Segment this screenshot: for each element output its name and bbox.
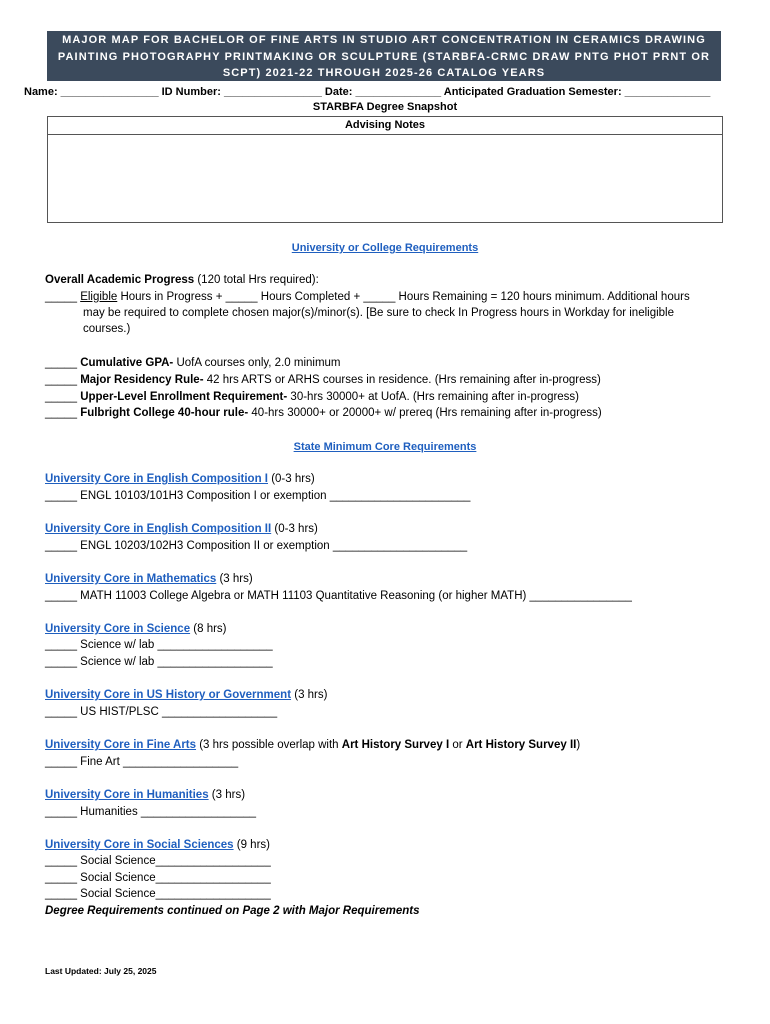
advising-notes-box[interactable] [47, 116, 723, 223]
rule-residency [45, 374, 601, 386]
core-hum-hrs: (3 hrs) [208, 789, 246, 801]
rule-label: Cumulative GPA- [80, 357, 174, 369]
rule-fulbright [45, 407, 602, 419]
core-eng2-hrs: (0-3 hrs) [271, 523, 318, 535]
core-fine-or: or [449, 739, 466, 751]
title-line-1: MAJOR MAP FOR BACHELOR OF FINE ARTS IN STUDIO ART CONCENTRATION IN CERAMICS DRAWING [62, 34, 706, 46]
progress-line-3: courses.) [83, 323, 131, 335]
core-math-link[interactable]: University Core in Mathematics [45, 573, 217, 585]
core-soc-line-1: _____ Social Science__________________ [45, 855, 271, 867]
rule-label: Major Residency Rule- [80, 374, 204, 386]
rule-text: 30-hrs 30000+ at UofA. (Hrs remaining after in-progress) [287, 391, 580, 403]
progress-line-1-rest: Hours in Progress + _____ Hours Completed + _____ Hours Remaining = 120 hours minimum. Additional hours [117, 291, 690, 303]
core-math-heading [45, 573, 253, 585]
continued-note: Degree Requirements continued on Page 2 with Major Requirements [45, 905, 420, 917]
student-info-line: Name: ________________ ID Number: ________________ Date: ______________ Anticipated Graduation Semester: ______________ [24, 86, 711, 98]
core-soc-hrs: (9 hrs) [233, 839, 270, 851]
core-hist-hrs: (3 hrs) [291, 689, 328, 701]
core-math-hrs: (3 hrs) [216, 573, 253, 585]
core-fine-end: ) [576, 739, 581, 751]
core-hum-line: _____ Humanities __________________ [45, 806, 257, 818]
core-eng1-line: _____ ENGL 10103/101H3 Composition I or exemption ______________________ [45, 490, 471, 502]
core-fine-hrs: (3 hrs possible overlap with [196, 739, 342, 751]
core-math-line: _____ MATH 11003 College Algebra or MATH 11103 Quantitative Reasoning (or higher MATH) ________________ [45, 590, 632, 602]
progress-line-2: may be required to complete chosen major(s)/minor(s). [Be sure to check In Progress hours in Workday for ineligible [83, 307, 675, 319]
progress-label: Overall Academic Progress [45, 274, 195, 286]
rule-text: 40-hrs 30000+ or 20000+ w/ prereq (Hrs remaining after in-progress) [248, 407, 602, 419]
rule-blank: _____ [45, 374, 81, 386]
core-fine-link[interactable]: University Core in Fine Arts [45, 739, 197, 751]
progress-line-1 [45, 291, 690, 303]
progress-blank: _____ [45, 291, 81, 303]
core-eng2-heading [45, 523, 318, 535]
core-fine-heading [45, 739, 580, 751]
rule-upper-level [45, 391, 579, 403]
degree-snapshot-title: STARBFA Degree Snapshot [312, 101, 458, 113]
core-sci-heading [45, 623, 227, 635]
art-history-2: Art History Survey II [465, 739, 577, 751]
rule-blank: _____ [45, 391, 81, 403]
core-eng1-link[interactable]: University Core in English Composition I [45, 473, 268, 485]
core-eng2-line: _____ ENGL 10203/102H3 Composition II or exemption _____________________ [45, 540, 468, 552]
rule-label: Upper-Level Enrollment Requirement- [80, 391, 288, 403]
rule-text: UofA courses only, 2.0 minimum [173, 357, 341, 369]
core-sci-link[interactable]: University Core in Science [45, 623, 191, 635]
core-hum-heading [45, 789, 245, 801]
progress-note: (120 total Hrs required): [194, 274, 319, 286]
rule-gpa [45, 357, 341, 369]
core-soc-heading [45, 839, 270, 851]
core-eng2-link[interactable]: University Core in English Composition II [45, 523, 272, 535]
core-fine-line: _____ Fine Art __________________ [45, 756, 239, 768]
core-hist-line: _____ US HIST/PLSC __________________ [45, 706, 278, 718]
last-updated: Last Updated: July 25, 2025 [45, 966, 157, 976]
state-core-req-link[interactable]: State Minimum Core Requirements [293, 441, 477, 453]
art-history-1: Art History Survey I [341, 739, 450, 751]
rule-label: Fulbright College 40-hour rule- [80, 407, 249, 419]
title-line-3: SCPT) 2021-22 THROUGH 2025-26 CATALOG YEARS [222, 67, 546, 79]
core-eng1-hrs: (0-3 hrs) [268, 473, 315, 485]
core-soc-link[interactable]: University Core in Social Sciences [45, 839, 234, 851]
core-hum-link[interactable]: University Core in Humanities [45, 789, 209, 801]
core-sci-hrs: (8 hrs) [190, 623, 227, 635]
core-eng1-heading [45, 473, 315, 485]
rule-blank: _____ [45, 357, 81, 369]
core-soc-line-3: _____ Social Science__________________ [45, 888, 271, 900]
overall-progress-heading [45, 274, 319, 286]
core-soc-line-2: _____ Social Science__________________ [45, 872, 271, 884]
rule-blank: _____ [45, 407, 81, 419]
univ-college-req-link[interactable]: University or College Requirements [291, 242, 479, 254]
core-sci-line-2: _____ Science w/ lab __________________ [45, 656, 273, 668]
core-sci-line-1: _____ Science w/ lab __________________ [45, 639, 273, 651]
core-hist-heading [45, 689, 327, 701]
title-banner [47, 31, 721, 81]
rule-text: 42 hrs ARTS or ARHS courses in residence. (Hrs remaining after in-progress) [203, 374, 601, 386]
core-hist-link[interactable]: University Core in US History or Government [45, 689, 292, 701]
eligible-word: Eligible [80, 291, 118, 303]
advising-notes-header: Advising Notes [48, 117, 722, 135]
title-line-2: PAINTING PHOTOGRAPHY PRINTMAKING OR SCULPTURE (STARBFA-CRMC DRAW PNTG PHOT PRNT OR [57, 50, 711, 63]
